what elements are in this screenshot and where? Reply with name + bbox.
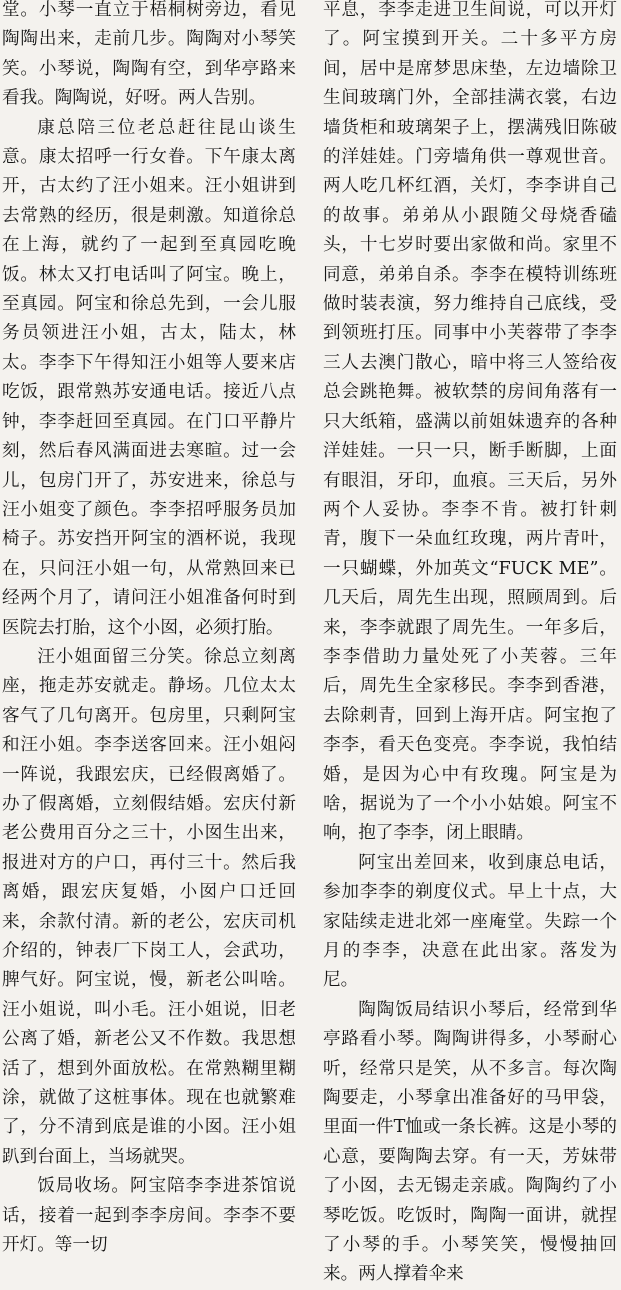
right-column — [323, 0, 617, 1290]
paragraph: 汪小姐面留三分笑。徐总立刻离座，拖走苏安就走。静场。几位太太客气了几句离开。包房里，只剩阿宝和汪小姐。李李送客回来。汪小姐闷一阵说，我跟宏庆，已经假离婚了。办了假离婚，立刻假结婚。宏庆付新老公费用百分之三十，小囡生出来，报进对方的户口，再付三十。然后我离婚，跟宏庆复婚，小囡户口迁回来，余款付清。新的老公，宏庆司机介绍的，钟表厂下岗工人，会武功，脾气好。阿宝说，慢，新老公叫啥。汪小姐说，叫小毛。汪小姐说，旧老公离了婚，新老公又不作数。我思想活了，想到外面放松。在常熟糊里糊涂，就做了这桩事体。现在也就繁难了，分不清到底是谁的小囡。汪小姐趴到台面上，当场就哭。 — [2, 646, 296, 1167]
paragraph: 阿宝出差回来，收到康总电话，参加李李的剃度仪式。早上十点，大家陆续走进北郊一座庵堂。失踪一个月的李李，决意在此出家。落发为尼。 — [323, 852, 617, 991]
paragraph: 平息，李李走进卫生间说，可以开灯了。阿宝摸到开关。二十多平方房间，居中是席梦思床垫，左边墙除卫生间玻璃门外，全部挂满衣裳，右边墙货柜和玻璃架子上，摆满残旧陈破的洋娃娃。门旁墙角供一尊观世音。两人吃几杯红酒，关灯，李李讲自己的故事。弟弟从小跟随父母烧香磕头，十七岁时要出家做和尚。家里不同意，弟弟自杀。李李在模特训练班做时装表演，努力维持自己底线，受到领班打压。同事中小芙蓉带了李李三人去澳门散心，暗中将三人签给夜总会跳艳舞。被软禁的房间角落有一只大纸箱，盛满以前姐妹遗弃的各种洋娃娃。一只一只，断手断脚，上面有眼泪，牙印，血痕。三天后，另外两个人妥协。李李不肯。被打针刺青，腹下一朵血红玫瑰，两片青叶，一只蝴蝶，外加英文“FUCK ME”。几天后，周先生出现，照顾周到。后来，李李就跟了周先生。一年多后，李李借助力量处死了小芙蓉。三年后，周先生全家移民。李李到香港，去除刺青，回到上海开店。阿宝抱了李李，看天色变亮。李李说，我怕结婚，是因为心中有玫瑰。阿宝是为啥，据说为了一个小小姑娘。阿宝不响，抱了李李，闭上眼睛。 — [323, 0, 617, 844]
paragraph: 康总陪三位老总赶往昆山谈生意。康太招呼一行女眷。下午康太离开，古太约了汪小姐来。汪小姐讲到去常熟的经历，很是刺激。知道徐总在上海，就约了一起到至真园吃晚饭。林太又打电话叫了阿宝。晚上，至真园。阿宝和徐总先到，一会儿服务员领进汪小姐，古太，陆太，林太。李李下午得知汪小姐等人要来店吃饭，跟常熟苏安通电话。接近八点钟，李李赶回至真园。在门口平静片刻，然后春风满面进去寒暄。过一会儿，包房门开了，苏安进来，徐总与汪小姐变了颜色。李李招呼服务员加椅子。苏安挡开阿宝的酒杯说，我现在，只问汪小姐一句，从常熟回来已经两个月了，请问汪小姐准备何时到医院去打胎，这个小囡，必须打胎。 — [2, 117, 296, 638]
paragraph: 陶陶饭局结识小琴后，经常到华亭路看小琴。陶陶讲得多，小琴耐心听，经常只是笑，从不多言。每次陶陶要走，小琴拿出准备好的马甲袋，里面一件T恤或一条长裤。这是小琴的心意，要陶陶去穿。有一天，芳妹带了小囡，去无锡走亲戚。陶陶约了小琴吃饭。吃饭时，陶陶一面讲，就捏了小琴的手。小琴笑笑，慢慢抽回来。两人撑着伞来 — [323, 999, 617, 1285]
paragraph: 堂。小琴一直立于梧桐树旁边，看见陶陶出来，走前几步。陶陶对小琴笑笑。小琴说，陶陶有空，到华亭路来看我。陶陶说，好呀。两人告别。 — [2, 0, 296, 109]
left-column — [2, 0, 296, 1260]
paragraph: 饭局收场。阿宝陪李李进茶馆说话，接着一起到李李房间。李李不要开灯。等一切 — [2, 1176, 296, 1256]
